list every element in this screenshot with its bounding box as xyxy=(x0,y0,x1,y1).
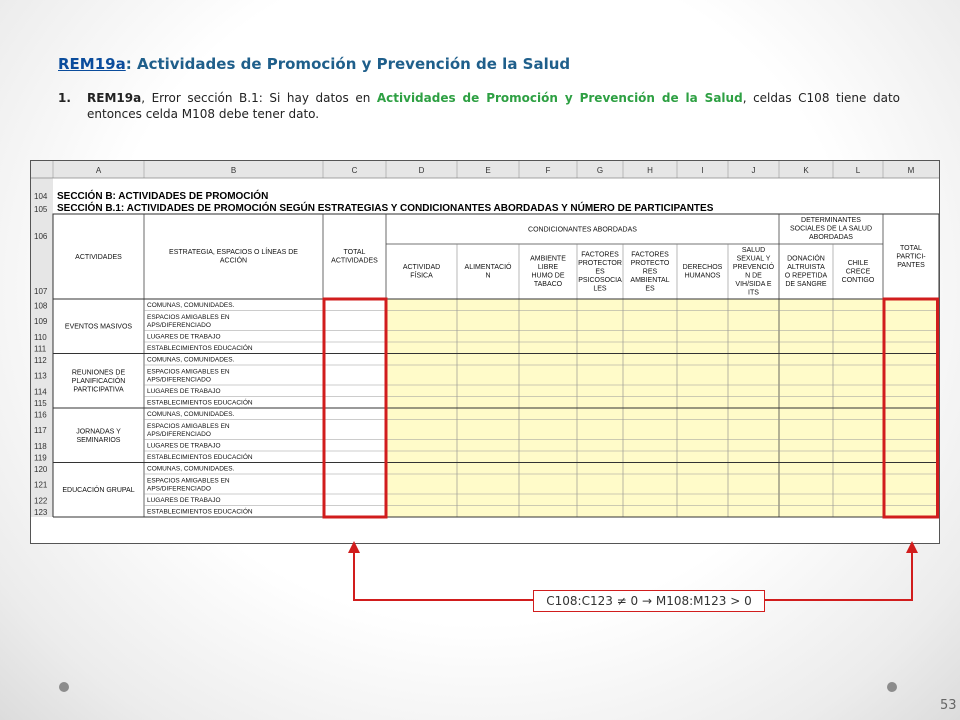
row-number: 123 xyxy=(34,507,48,517)
row-number: 109 xyxy=(34,317,48,326)
header-total-participantes: TOTAL xyxy=(900,244,922,252)
column-letter: L xyxy=(855,166,861,175)
header-subcolumn: N xyxy=(485,272,491,280)
row-number: 121 xyxy=(34,480,48,490)
header-subcolumn: ES xyxy=(645,285,655,293)
activity-label: EVENTOS MASIVOS xyxy=(64,323,133,331)
left-dot-icon xyxy=(59,682,69,692)
column-letter: D xyxy=(418,166,425,175)
header-subcolumn: PREVENCIÓ xyxy=(732,264,775,272)
header-determinantes: DETERMINANTES xyxy=(801,216,861,224)
strategy-label: ESPACIOS AMIGABLES EN xyxy=(147,368,230,376)
column-letter: A xyxy=(95,166,102,175)
header-subcolumn: HUMANOS xyxy=(684,272,721,280)
header-subcolumn: PSICOSOCIA xyxy=(578,276,622,284)
activity-label: JORNADAS Y xyxy=(76,428,121,436)
header-subcolumn: HUMO DE xyxy=(531,272,565,280)
header-subcolumn: N DE xyxy=(745,272,762,280)
column-letter: I xyxy=(701,166,704,175)
header-actividades: ACTIVIDADES xyxy=(75,253,122,261)
row-number: 115 xyxy=(34,398,47,408)
header-subcolumn: SEXUAL Y xyxy=(736,255,771,263)
header-subcolumn: LIBRE xyxy=(537,264,559,272)
activity-label: SEMINARIOS xyxy=(76,436,121,444)
activity-label: EDUCACIÓN GRUPAL xyxy=(62,487,135,495)
column-letter: H xyxy=(647,166,653,175)
header-total-participantes: PANTES xyxy=(897,261,925,269)
strategy-label: ESTABLECIMIENTOS EDUCACIÓN xyxy=(147,454,253,462)
strategy-label: LUGARES DE TRABAJO xyxy=(147,497,221,505)
strategy-label: APS/DIFERENCIADO xyxy=(147,485,211,493)
header-subcolumn: VIH/SIDA E xyxy=(735,281,772,289)
rule-highlight: Actividades de Promoción y Prevención de la Salud xyxy=(376,91,743,105)
row-number: 107 xyxy=(34,287,48,296)
header-determinantes: SOCIALES DE LA SALUD xyxy=(789,225,873,233)
strategy-label: ESTABLECIMIENTOS EDUCACIÓN xyxy=(147,508,253,516)
header-total-actividades: ACTIVIDADES xyxy=(331,257,378,265)
row-number: 110 xyxy=(34,332,47,342)
row-number: 105 xyxy=(34,205,48,214)
header-subcolumn: CONTIGO xyxy=(841,276,875,284)
formula-callout: C108:C123 ≠ 0 → M108:M123 > 0 xyxy=(533,590,765,612)
header-subcolumn: ES xyxy=(595,268,605,276)
activity-label: PLANIFICACIÓN xyxy=(71,378,126,386)
row-number: 116 xyxy=(34,410,47,420)
column-letter: B xyxy=(230,166,237,175)
column-letter: G xyxy=(596,166,604,175)
header-subcolumn: DE SANGRE xyxy=(785,281,827,289)
header-estrategia: ACCIÓN xyxy=(219,257,248,265)
right-dot-icon xyxy=(887,682,897,692)
header-total-participantes: PARTICI- xyxy=(896,253,926,261)
row-number: 120 xyxy=(34,464,48,474)
page-number: 53 xyxy=(940,698,957,713)
strategy-label: COMUNAS, COMUNIDADES. xyxy=(147,411,235,419)
header-subcolumn: ALIMENTACIÓ xyxy=(464,264,512,272)
row-number: 122 xyxy=(34,496,48,506)
header-subcolumn: CHILE xyxy=(847,259,869,267)
strategy-label: APS/DIFERENCIADO xyxy=(147,376,211,384)
header-determinantes: ABORDADAS xyxy=(809,233,853,241)
header-subcolumn: ITS xyxy=(748,289,759,297)
strategy-label: ESPACIOS AMIGABLES EN xyxy=(147,477,230,485)
strategy-label: ESTABLECIMIENTOS EDUCACIÓN xyxy=(147,345,253,353)
row-number: 118 xyxy=(34,441,47,451)
right-connector-line xyxy=(765,547,912,600)
strategy-label: LUGARES DE TRABAJO xyxy=(147,333,221,341)
row-number: 119 xyxy=(34,453,47,463)
rule-text-a: , Error sección B.1: Si hay datos en xyxy=(141,91,377,105)
strategy-label: COMUNAS, COMUNIDADES. xyxy=(147,465,235,473)
slide-title-text: : Actividades de Promoción y Prevención de la Salud xyxy=(125,55,571,73)
header-subcolumn: ALTRUISTA xyxy=(787,264,825,272)
section-b1-title: SECCIÓN B.1: ACTIVIDADES DE PROMOCIÓN SEGÚN ESTRATEGIAS Y CONDICIONANTES ABORDADAS Y NÚMERO DE PARTICIPANTES xyxy=(57,203,714,214)
rule-number: 1. xyxy=(58,91,71,105)
header-total-actividades: TOTAL xyxy=(343,249,366,257)
rule-code: REM19a xyxy=(87,91,142,105)
activity-label: PARTICIPATIVA xyxy=(73,386,124,394)
left-arrowhead-icon xyxy=(348,541,360,553)
header-subcolumn: CRECE xyxy=(845,268,871,276)
column-letter: C xyxy=(351,166,358,175)
strategy-label: LUGARES DE TRABAJO xyxy=(147,388,221,396)
strategy-label: COMUNAS, COMUNIDADES. xyxy=(147,302,235,310)
row-number: 108 xyxy=(34,301,48,311)
column-letter: J xyxy=(751,166,756,175)
strategy-label: ESTABLECIMIENTOS EDUCACIÓN xyxy=(147,399,253,407)
strategy-label: COMUNAS, COMUNIDADES. xyxy=(147,356,235,364)
header-subcolumn: DONACIÓN xyxy=(787,255,825,263)
header-subcolumn: TABACO xyxy=(533,281,563,289)
strategy-label: APS/DIFERENCIADO xyxy=(147,321,211,329)
rem19a-link[interactable]: REM19a xyxy=(58,55,126,73)
header-subcolumn: FACTORES xyxy=(581,251,619,259)
row-number: 114 xyxy=(34,387,47,397)
strategy-label: ESPACIOS AMIGABLES EN xyxy=(147,313,230,321)
strategy-label: ESPACIOS AMIGABLES EN xyxy=(147,422,230,430)
header-subcolumn: AMBIENTE xyxy=(530,255,566,263)
activity-label: REUNIONES DE xyxy=(71,369,126,377)
header-subcolumn: AMBIENTAL xyxy=(630,276,670,284)
section-b-title: SECCIÓN B: ACTIVIDADES DE PROMOCIÓN xyxy=(57,191,269,202)
header-subcolumn: PROTECTO xyxy=(630,259,670,267)
header-subcolumn: O REPETIDA xyxy=(784,272,828,280)
header-subcolumn: PROTECTOR xyxy=(578,259,622,267)
header-subcolumn: RES xyxy=(642,268,658,276)
row-number: 117 xyxy=(34,426,47,435)
row-number: 111 xyxy=(34,344,47,354)
column-letter: E xyxy=(485,166,491,175)
header-subcolumn: LES xyxy=(593,285,607,293)
strategy-label: LUGARES DE TRABAJO xyxy=(147,442,221,450)
column-letter: M xyxy=(907,166,915,175)
row-number: 104 xyxy=(34,192,48,201)
row-number: 113 xyxy=(34,371,47,381)
rule-text-b: , celdas C108 tiene dato entonces celda M108 debe tener dato. xyxy=(87,91,901,121)
row-number: 106 xyxy=(34,232,48,241)
header-subcolumn: ACTIVIDAD xyxy=(402,264,441,272)
row-number: 112 xyxy=(34,355,47,365)
header-estrategia: ESTRATEGIA, ESPACIOS O LÍNEAS DE xyxy=(169,249,298,257)
left-connector-line xyxy=(354,547,533,600)
strategy-label: APS/DIFERENCIADO xyxy=(147,430,211,438)
header-subcolumn: FACTORES xyxy=(631,251,669,259)
column-letter: K xyxy=(803,166,809,175)
column-letter: F xyxy=(545,166,551,175)
header-subcolumn: DERECHOS xyxy=(682,264,723,272)
right-arrowhead-icon xyxy=(906,541,918,553)
header-subcolumn: SALUD xyxy=(741,247,766,255)
header-subcolumn: FÍSICA xyxy=(410,272,433,280)
header-condicionantes: CONDICIONANTES ABORDADAS xyxy=(528,226,637,234)
